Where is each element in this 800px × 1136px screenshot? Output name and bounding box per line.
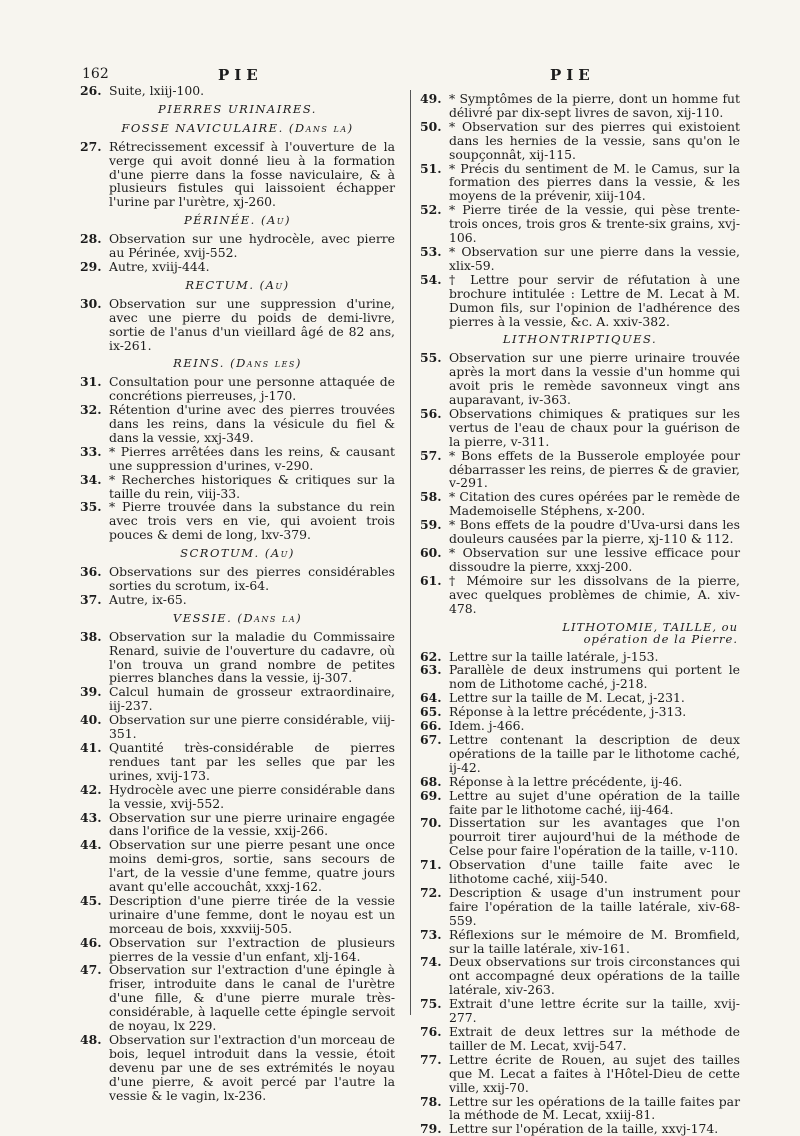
index-entry bbox=[420, 518, 740, 546]
index-entry bbox=[80, 593, 395, 607]
entry-text: Idem. j-466. bbox=[449, 718, 525, 734]
entry-text: Lettre sur la taille de M. Lecat, j-231. bbox=[449, 690, 685, 706]
entry-text: Extrait d'une lettre écrite sur la taille, xvij-277. bbox=[449, 996, 740, 1026]
entry-text: Lettre au sujet d'une opération de la taille faite par le lithotome caché, iij-464. bbox=[449, 787, 740, 817]
page-number: 162 bbox=[82, 66, 109, 82]
entry-text: Réponse à la lettre précédente, j-313. bbox=[449, 704, 687, 720]
entry-text: Réflexions sur le mémoire de M. Bromfield, sur la taille latérale, xiv-161. bbox=[449, 926, 740, 956]
index-entry bbox=[420, 120, 740, 162]
index-entry bbox=[80, 811, 395, 839]
entry-text: Suite, lxiij-100. bbox=[109, 83, 205, 98]
entry-number: 64. bbox=[420, 690, 442, 706]
entry-text: Description d'une pierre tirée de la vessie urinaire d'une femme, dont le noyau est un morceau de bois, xxxviij-505. bbox=[109, 892, 395, 936]
entry-number: 63. bbox=[420, 662, 442, 678]
index-entry bbox=[420, 407, 740, 449]
column-divider bbox=[410, 90, 411, 1015]
entry-number: 28. bbox=[80, 231, 102, 247]
entry-number: 35. bbox=[80, 499, 102, 515]
entry-text: Observation sur une suppression d'urine, avec une pierre du poids de demi-livre, sortie de l'anus d'un vieillard âgé de 82 ans, ix-261. bbox=[109, 295, 395, 353]
entry-number: 33. bbox=[80, 443, 102, 459]
entry-number: 68. bbox=[420, 773, 442, 789]
entry-text: * Observation sur des pierres qui existoient dans les hernies de la vessie, sans qu'on le soupçonnât, xij-115. bbox=[449, 118, 740, 162]
entry-number: 44. bbox=[80, 837, 102, 853]
entry-text: Observations sur des pierres considérables sorties du scrotum, ix-64. bbox=[109, 564, 395, 593]
entry-text: * Symptômes de la pierre, dont un homme fut délivré par dix-sept livres de savon, xij-110. bbox=[449, 91, 740, 120]
section-heading bbox=[80, 214, 395, 228]
index-entry bbox=[80, 84, 395, 98]
entry-text: Description & usage d'un instrument pour faire l'opération de la taille latérale, xiv-68-559. bbox=[449, 884, 740, 928]
entry-text: Extrait de deux lettres sur la méthode de tailler de M. Lecat, xvij-547. bbox=[449, 1024, 740, 1053]
entry-text: Observations chimiques & pratiques sur les vertus de l'eau de chaux pour la guérison de la pierre, v-311. bbox=[449, 405, 740, 449]
entry-number: 72. bbox=[420, 884, 442, 900]
entry-text: Lettre écrite de Rouen, au sujet des tailles que M. Lecat a faites à l'Hôtel-Dieu de cette ville, xxij-70. bbox=[449, 1051, 740, 1095]
index-entry bbox=[420, 490, 740, 518]
index-entry bbox=[420, 816, 740, 858]
section-heading bbox=[420, 621, 740, 646]
index-entry bbox=[420, 663, 740, 691]
entry-text: * Observation sur une lessive efficace pour dissoudre la pierre, xxxj-200. bbox=[449, 545, 740, 574]
entry-text: Autre, ix-65. bbox=[109, 591, 187, 607]
entry-number: 34. bbox=[80, 471, 102, 487]
entry-text: Calcul humain de grosseur extraordinaire, iij-237. bbox=[109, 684, 395, 714]
entry-number: 70. bbox=[420, 815, 442, 831]
section-heading bbox=[420, 333, 740, 347]
entry-text: † Mémoire sur les dissolvans de la pierre, avec quelques problèmes de chimie, A. xiv-478. bbox=[449, 572, 740, 616]
entry-number: 50. bbox=[420, 118, 442, 134]
index-entry bbox=[80, 741, 395, 783]
index-entry bbox=[80, 1033, 395, 1103]
entry-number: 30. bbox=[80, 295, 102, 311]
entry-number: 62. bbox=[420, 648, 442, 664]
section-heading bbox=[80, 122, 395, 136]
index-entry bbox=[420, 705, 740, 719]
entry-text: Observation sur l'extraction d'une épingle à friser, introduite dans le canal de l'urètre d'une fille, & d'une pierre murale très-considérable, à laquelle cette épingle servoit de noyau, lx 229. bbox=[109, 962, 395, 1034]
entry-number: 74. bbox=[420, 954, 442, 970]
section-heading-subtext: opération de la Pierre. bbox=[583, 632, 738, 647]
index-entry bbox=[420, 203, 740, 245]
section-heading bbox=[80, 279, 395, 293]
entry-text: Observation sur une hydrocèle, avec pierre au Périnée, xvij-552. bbox=[109, 231, 395, 261]
entry-text: * Précis du sentiment de M. le Camus, sur la formation des pierres dans la vessie, & les moyens de la prévenir, xiij-104. bbox=[449, 160, 740, 204]
index-entry bbox=[80, 375, 395, 403]
section-heading-text: RECTUM. (Au) bbox=[185, 277, 290, 292]
index-entry bbox=[80, 445, 395, 473]
entry-number: 65. bbox=[420, 704, 442, 720]
index-entry bbox=[80, 838, 395, 894]
section-heading-text: LITHOTOMIE, TAILLE, ou bbox=[562, 619, 738, 634]
entry-number: 58. bbox=[420, 489, 442, 505]
entry-text: Observation d'une taille faite avec le lithotome caché, xiij-540. bbox=[449, 857, 740, 887]
entry-text: * Citation des cures opérées par le remède de Mademoiselle Stéphens, x-200. bbox=[449, 489, 740, 519]
entry-text: Autre, xviij-444. bbox=[109, 258, 210, 274]
index-entry bbox=[420, 546, 740, 574]
index-entry bbox=[420, 449, 740, 491]
entry-number: 73. bbox=[420, 926, 442, 942]
entry-text: * Bons effets de la Busserole employée pour débarrasser les reins, de pierres & de gravier, v-291. bbox=[449, 447, 740, 491]
section-heading-text: LITHONTRIPTIQUES. bbox=[502, 332, 658, 347]
entry-text: Observation sur une pierre pesant une once moins demi-gros, sortie, sans secours de l'art, de la vessie d'une femme, quatre jours avant qu'elle accouchât, xxxj-162. bbox=[109, 837, 395, 895]
section-heading-text: PÉRINÉE. (Au) bbox=[183, 213, 292, 228]
entry-number: 78. bbox=[420, 1093, 442, 1109]
index-entry bbox=[80, 473, 395, 501]
index-entry bbox=[420, 650, 740, 664]
index-entry bbox=[80, 685, 395, 713]
entry-text: * Recherches historiques & critiques sur la taille du rein, viij-33. bbox=[109, 471, 395, 501]
entry-text: * Observation sur une pierre dans la vessie, xlix-59. bbox=[449, 243, 740, 273]
entry-number: 75. bbox=[420, 996, 442, 1012]
index-entry bbox=[80, 783, 395, 811]
entry-text: Observation sur l'extraction de plusieurs pierres de la vessie d'un enfant, xlj-164. bbox=[109, 934, 395, 964]
index-entry bbox=[420, 162, 740, 204]
entry-text: Lettre contenant la description de deux opérations de la taille par le lithotome caché, ij-42. bbox=[449, 731, 740, 775]
entry-number: 48. bbox=[80, 1032, 102, 1047]
entry-number: 27. bbox=[80, 138, 102, 154]
entry-text: Dissertation sur les avantages que l'on pourroit tirer aujourd'hui de la méthode de Celse pour faire l'opération de la taille, v-110. bbox=[449, 815, 740, 859]
entry-text: Observation sur une pierre considérable, viij-351. bbox=[109, 712, 395, 742]
index-entry bbox=[80, 963, 395, 1033]
index-entry bbox=[420, 719, 740, 733]
index-entry bbox=[420, 691, 740, 705]
index-entry bbox=[420, 789, 740, 817]
entry-text: Parallèle de deux instrumens qui portent le nom de Lithotome caché, j-218. bbox=[449, 662, 740, 692]
entry-text: * Pierre tirée de la vessie, qui pèse trente-trois onces, trois gros & trente-six grains, xvj-106. bbox=[449, 202, 740, 246]
index-entry bbox=[80, 936, 395, 964]
index-entry bbox=[80, 403, 395, 445]
entry-text: Rétention d'urine avec des pierres trouvées dans les reins, dans la vésicule du fiel & dans la vessie, xxj-349. bbox=[109, 402, 395, 445]
entry-number: 43. bbox=[80, 809, 102, 825]
entry-number: 67. bbox=[420, 731, 442, 747]
index-entry bbox=[80, 297, 395, 353]
index-entry bbox=[80, 630, 395, 686]
index-entry bbox=[420, 733, 740, 775]
left-column bbox=[80, 84, 395, 1103]
entry-number: 61. bbox=[420, 572, 442, 588]
running-head-right: PIE bbox=[550, 66, 595, 84]
index-entry bbox=[420, 955, 740, 997]
entry-number: 59. bbox=[420, 517, 442, 533]
section-heading-text: VESSIE. (Dans la) bbox=[172, 610, 303, 625]
entry-number: 31. bbox=[80, 374, 102, 390]
index-entry bbox=[80, 565, 395, 593]
right-column bbox=[420, 92, 740, 1136]
index-entry bbox=[420, 858, 740, 886]
entry-text: † Lettre pour servir de réfutation à une brochure intitulée : Lettre de M. Lecat à M. Dumon fils, sur l'opinion de l'adhérence des pierres à la vessie, &c. A. xxiv-382. bbox=[449, 271, 740, 329]
entry-text: * Pierres arrêtées dans les reins, & causant une suppression d'urines, v-290. bbox=[109, 443, 395, 473]
entry-number: 54. bbox=[420, 271, 442, 287]
entry-number: 40. bbox=[80, 712, 102, 728]
index-entry bbox=[420, 997, 740, 1025]
entry-number: 56. bbox=[420, 405, 442, 421]
entry-number: 26. bbox=[80, 83, 102, 98]
entry-number: 53. bbox=[420, 243, 442, 259]
entry-text: Lettre sur l'opération de la taille, xxvj-174. bbox=[449, 1121, 719, 1136]
entry-number: 46. bbox=[80, 934, 102, 950]
entry-text: Observation sur la maladie du Commissaire Renard, suivie de l'ouverture du cadavre, où l'on trouva un grand nombre de petites pierres blanches dans la vessie, ij-307. bbox=[109, 628, 395, 686]
section-heading-text: FOSSE NAVICULAIRE. (Dans la) bbox=[121, 120, 354, 135]
index-entry bbox=[80, 713, 395, 741]
entry-number: 47. bbox=[80, 962, 102, 978]
index-entry bbox=[80, 894, 395, 936]
index-entry bbox=[420, 1053, 740, 1095]
entry-text: Observation sur l'extraction d'un morceau de bois, lequel introduit dans la vessie, étoit devenu par une de ses extrémités le noyau d'une pierre, & avoit percé par l'autre la vessie & le vagin, lx-236. bbox=[109, 1032, 395, 1103]
entry-number: 45. bbox=[80, 892, 102, 908]
entry-number: 60. bbox=[420, 545, 442, 560]
index-entry bbox=[80, 260, 395, 274]
section-heading bbox=[80, 547, 395, 561]
index-entry bbox=[420, 1122, 740, 1136]
entry-number: 77. bbox=[420, 1051, 442, 1067]
entry-number: 71. bbox=[420, 857, 442, 873]
section-heading-text: SCROTUM. (Au) bbox=[180, 546, 295, 561]
entry-text: Réponse à la lettre précédente, ij-46. bbox=[449, 773, 683, 789]
index-entry bbox=[420, 886, 740, 928]
index-entry bbox=[420, 1095, 740, 1123]
entry-number: 66. bbox=[420, 718, 442, 734]
entry-text: Lettre sur la taille latérale, j-153. bbox=[449, 648, 659, 664]
entry-number: 52. bbox=[420, 202, 442, 218]
section-heading bbox=[80, 612, 395, 626]
entry-text: Lettre sur les opérations de la taille faites par la méthode de M. Lecat, xxiij-81. bbox=[449, 1093, 740, 1123]
entry-text: Observation sur une pierre urinaire trouvée après la mort dans la vessie d'un homme qui avoit pris le remède savonneux vingt ans auparavant, iv-363. bbox=[449, 350, 740, 408]
entry-number: 51. bbox=[420, 160, 442, 176]
entry-number: 55. bbox=[420, 350, 442, 366]
index-entry bbox=[80, 140, 395, 210]
entry-number: 38. bbox=[80, 628, 102, 644]
entry-text: * Pierre trouvée dans la substance du rein avec trois vers en vie, qui avoient trois pouces & demi de long, lxv-379. bbox=[109, 499, 395, 543]
entry-number: 37. bbox=[80, 591, 102, 607]
index-entry bbox=[420, 1025, 740, 1053]
index-entry bbox=[420, 245, 740, 273]
index-entry bbox=[80, 500, 395, 542]
entry-number: 39. bbox=[80, 684, 102, 700]
running-head-left: PIE bbox=[218, 66, 263, 84]
entry-number: 41. bbox=[80, 739, 102, 755]
entry-text: * Bons effets de la poudre d'Uva-ursi dans les douleurs causées par la pierre, xj-110 & 112. bbox=[449, 517, 740, 547]
index-entry bbox=[420, 273, 740, 329]
index-entry bbox=[420, 928, 740, 956]
entry-number: 49. bbox=[420, 91, 442, 106]
index-entry bbox=[420, 92, 740, 120]
entry-number: 42. bbox=[80, 781, 102, 797]
entry-text: Rétrecissement excessif à l'ouverture de la verge qui avoit donné lieu à la formation d'une pierre dans la fosse naviculaire, & à plusieurs fistules qui laissoient échapper l'urine par l'urètre, xj-260. bbox=[109, 138, 395, 210]
section-heading bbox=[80, 103, 395, 117]
entry-number: 76. bbox=[420, 1024, 442, 1039]
entry-text: Observation sur une pierre urinaire engagée dans l'orifice de la vessie, xxij-266. bbox=[109, 809, 395, 839]
entry-number: 32. bbox=[80, 402, 102, 418]
section-heading-text: PIERRES URINAIRES. bbox=[158, 101, 317, 116]
entry-number: 79. bbox=[420, 1121, 442, 1136]
entry-text: Deux observations sur trois circonstances qui ont accompagné deux opérations de la taille latérale, xiv-263. bbox=[449, 954, 740, 998]
index-entry bbox=[420, 574, 740, 616]
entry-number: 57. bbox=[420, 447, 442, 463]
entry-number: 36. bbox=[80, 564, 102, 580]
section-heading-text: REINS. (Dans les) bbox=[173, 356, 302, 371]
entry-text: Hydrocèle avec une pierre considérable dans la vessie, xvij-552. bbox=[109, 781, 395, 811]
index-entry bbox=[80, 232, 395, 260]
section-heading bbox=[80, 357, 395, 371]
entry-number: 69. bbox=[420, 787, 442, 803]
index-entry bbox=[420, 775, 740, 789]
entry-text: Consultation pour une personne attaquée de concrétions pierreuses, j-170. bbox=[109, 374, 395, 404]
entry-text: Quantité très-considérable de pierres rendues tant par les selles que par les urines, xvij-173. bbox=[109, 739, 395, 783]
index-entry bbox=[420, 351, 740, 407]
entry-number: 29. bbox=[80, 258, 102, 274]
